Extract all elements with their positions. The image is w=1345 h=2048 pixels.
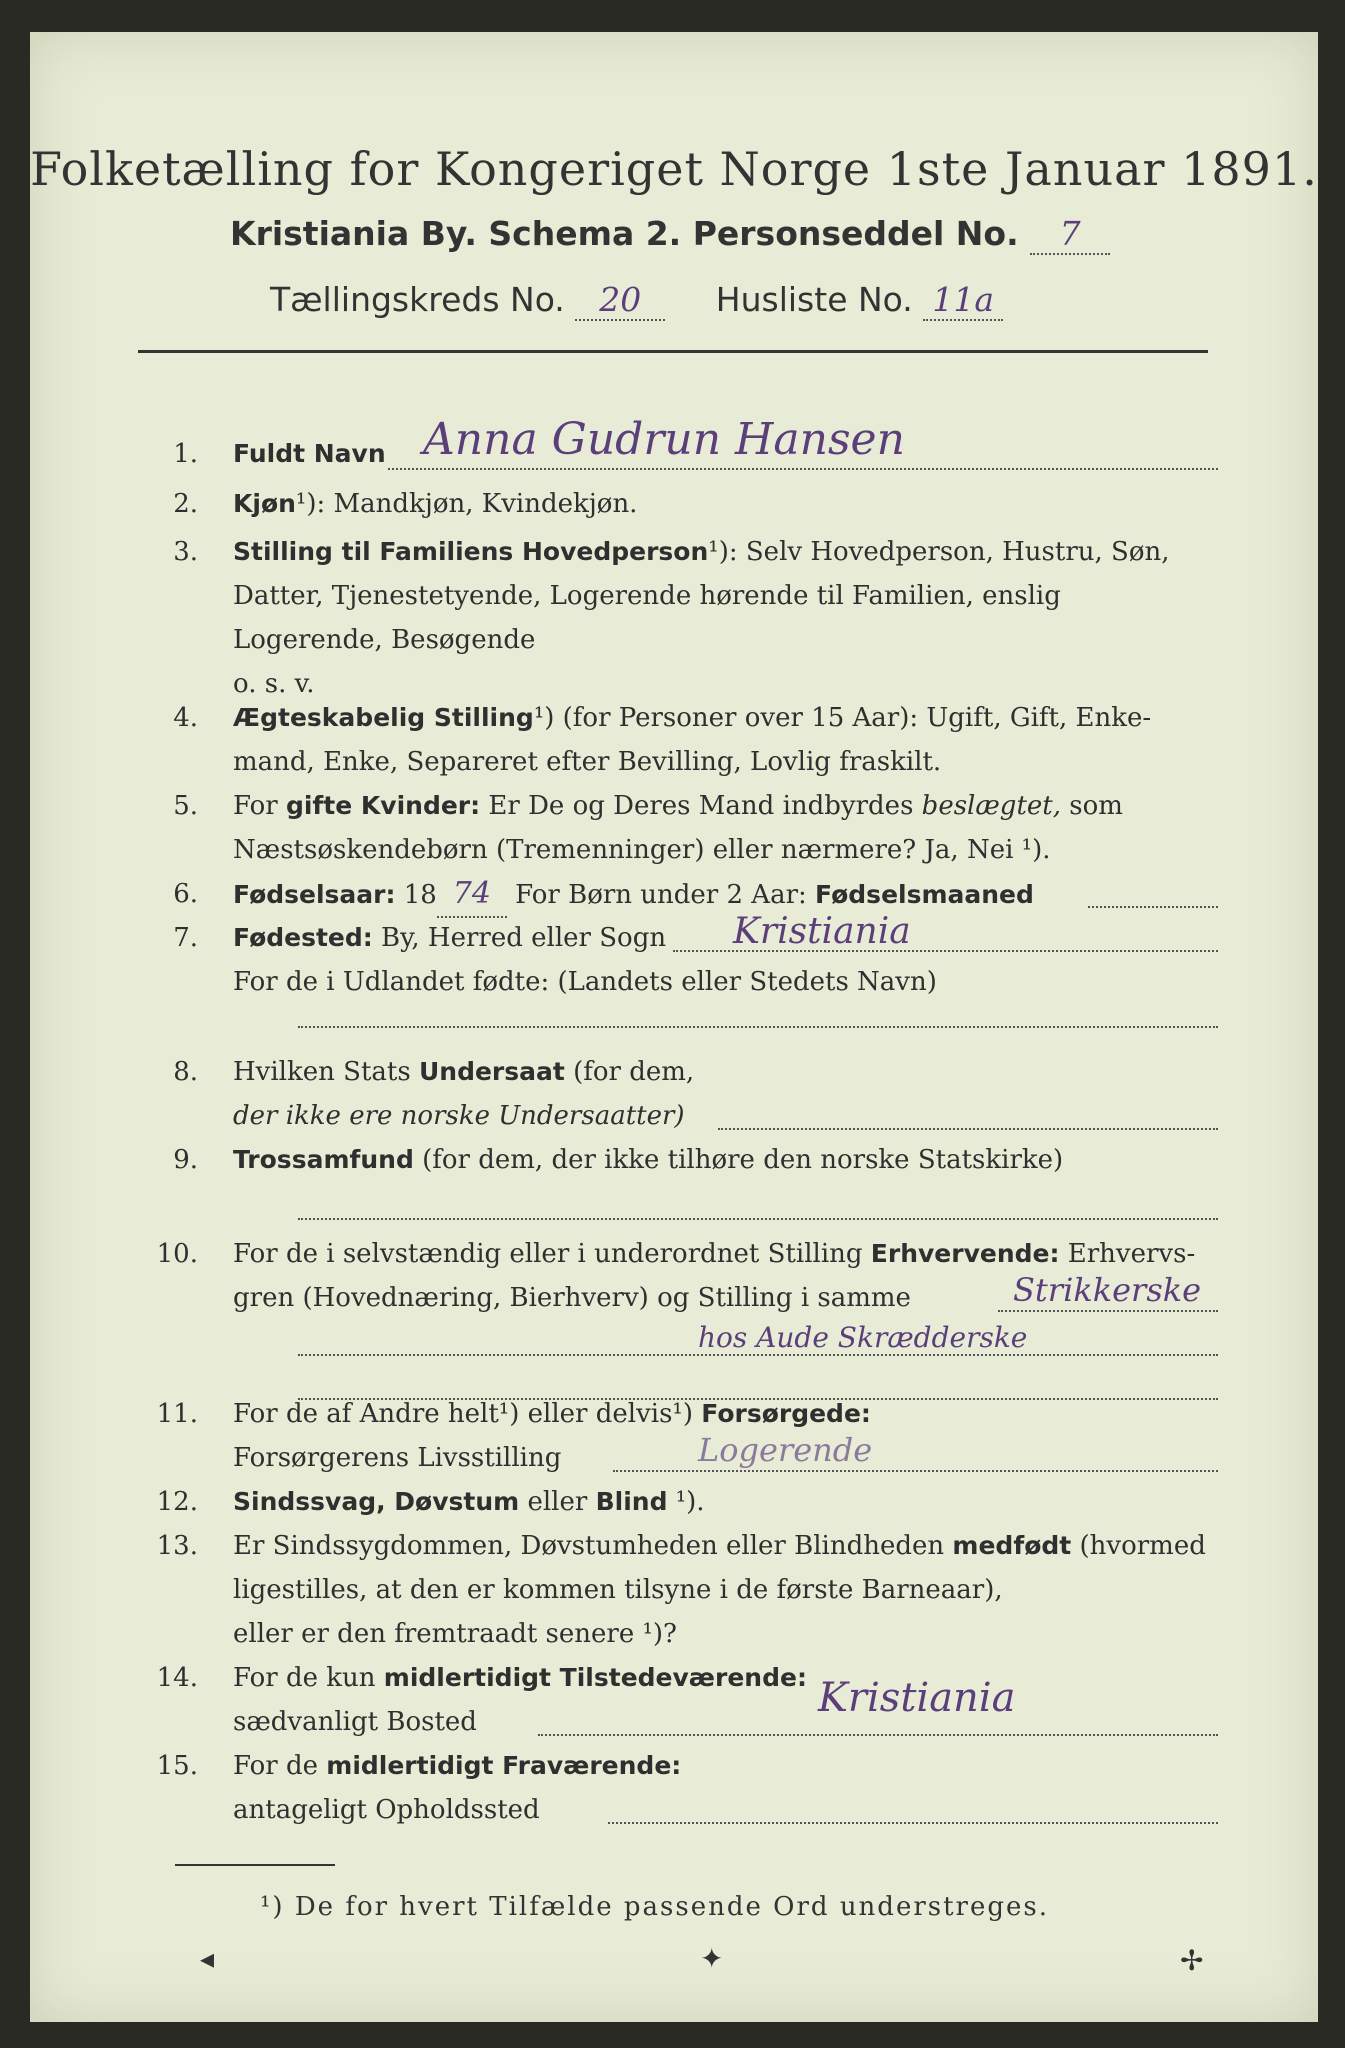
item-prefix: 18 — [395, 880, 437, 910]
dotted-line — [608, 1822, 1218, 1824]
item-label: Erhvervende: — [870, 1239, 1060, 1268]
dotted-line — [613, 1470, 1218, 1472]
item-text — [233, 916, 666, 960]
husliste-label: Husliste No. — [715, 280, 913, 319]
item-text — [233, 1480, 705, 1524]
item-label: Forsørgede: — [701, 1399, 871, 1428]
item-number: 7. — [173, 923, 198, 953]
item-question: Er De og Deres Mand indbyrdes — [480, 791, 922, 821]
item-label: midlertidigt Tilstedeværende: — [383, 1663, 807, 1692]
item-label: gifte Kvinder: — [285, 791, 481, 820]
item-suffix: ¹). — [667, 1487, 705, 1517]
dotted-line — [1088, 906, 1218, 908]
handwritten-occupation-2: hos Aude Skrædderske — [698, 1321, 1028, 1354]
item-number: 9. — [173, 1145, 198, 1175]
item-label: Fødselsaar: — [233, 880, 396, 909]
item-label: midlertidigt Fraværende: — [326, 1751, 682, 1780]
item-number: 13. — [156, 1531, 198, 1561]
item-label: Sindssvag, Døvstum — [233, 1487, 520, 1516]
item-options: ¹) (for Personer over 15 Aar): Ugift, Gift, Enke- — [533, 703, 1152, 733]
item-prefix: For de af Andre helt¹) eller delvis¹) — [233, 1399, 702, 1429]
dotted-line — [298, 1354, 1218, 1356]
header-rule — [138, 350, 1208, 353]
husliste-number: 11a — [923, 280, 1003, 321]
item-line-3: Logerende, Besøgende — [233, 625, 536, 655]
item-question: Er Sindssygdommen, Døvstumheden eller Blindheden — [233, 1531, 953, 1561]
item-label: Ægteskabelig Stilling — [233, 703, 534, 732]
item-label: Kjøn — [233, 489, 296, 518]
item-line-2: der ikke ere norske Undersaatter) — [233, 1101, 685, 1131]
item-line-2: ligestilles, at den er kommen tilsyne i de første Barneaar), — [233, 1575, 1003, 1605]
item-line-2: Datter, Tjenestetyende, Logerende hørende til Familien, enslig — [233, 581, 1061, 611]
item-text — [233, 1744, 681, 1788]
item-text — [233, 1656, 807, 1700]
item-text — [233, 432, 386, 476]
item-suffix: (hvormed — [1071, 1531, 1206, 1561]
item-prefix: For de i selvstændig eller i underordnet Stilling — [233, 1239, 871, 1269]
item-prefix: For de — [233, 1751, 327, 1781]
census-form — [30, 32, 1318, 2022]
item-question: (for dem, der ikke tilhøre den norske Statskirke) — [413, 1145, 1064, 1175]
subtitle-prefix: Kristiania By. Schema 2. Personseddel No. — [230, 214, 1019, 253]
handwritten-provider: Logerende — [698, 1431, 873, 1469]
item-label: Stilling til Familiens Hovedperson — [233, 537, 709, 566]
item-line-2: gren (Hovednæring, Bierhverv) og Stilling i samme — [233, 1283, 911, 1313]
handwritten-birth-year: 74 — [437, 872, 507, 918]
item-number: 8. — [173, 1057, 198, 1087]
item-prefix: Hvilken Stats — [233, 1057, 419, 1087]
item-options: ¹): Mandkjøn, Kvindekjøn. — [295, 489, 638, 519]
footnote-rule — [175, 1864, 335, 1866]
item-text — [233, 482, 637, 526]
item-label-2: Fødselsmaaned — [815, 880, 1034, 909]
item-number: 15. — [156, 1751, 198, 1781]
item-prefix: For — [233, 791, 286, 821]
dotted-line — [998, 1310, 1218, 1312]
item-question: (for dem, — [564, 1057, 695, 1087]
handwritten-residence: Kristiania — [818, 1675, 1016, 1721]
item-emphasis: beslægtet, — [921, 791, 1061, 821]
item-number: 6. — [173, 879, 198, 909]
item-suffix: Erhvervs- — [1059, 1239, 1196, 1269]
item-text — [233, 872, 1034, 918]
item-line-4: o. s. v. — [233, 669, 315, 699]
item-number: 1. — [173, 439, 198, 469]
registration-mark-icon: ✦ — [700, 1942, 724, 1975]
item-label: Trossamfund — [233, 1145, 414, 1174]
item-label: medfødt — [952, 1531, 1072, 1560]
item-text — [233, 1050, 694, 1094]
item-text — [233, 530, 1170, 574]
personseddel-number: 7 — [1030, 214, 1110, 255]
handwritten-name: Anna Gudrun Hansen — [423, 414, 905, 465]
footnote: ¹) De for hvert Tilfælde passende Ord understreges. — [260, 1892, 1050, 1922]
dotted-line — [718, 1128, 1218, 1130]
item-label: Fødested: — [233, 923, 373, 952]
item-number: 3. — [173, 537, 198, 567]
item-line-2: Næstsøskendebørn (Tremenninger) eller nærmere? Ja, Nei ¹). — [233, 835, 1051, 865]
item-number: 14. — [156, 1663, 198, 1693]
item-label-2: Blind — [595, 1487, 668, 1516]
handwritten-occupation: Strikkerske — [1013, 1271, 1202, 1309]
item-options: ¹): Selv Hovedperson, Hustru, Søn, — [708, 537, 1170, 567]
item-question: For Børn under 2 Aar: — [506, 880, 816, 910]
item-line-2: mand, Enke, Separeret efter Bevilling, Lovlig fraskilt. — [233, 747, 942, 777]
handwritten-birthplace: Kristiania — [733, 911, 911, 952]
item-question: By, Herred eller Sogn — [372, 923, 667, 953]
item-label: Undersaat — [418, 1057, 565, 1086]
dotted-line — [298, 1026, 1218, 1028]
item-number: 2. — [173, 489, 198, 519]
item-text — [233, 1524, 1206, 1568]
item-text — [233, 696, 1151, 740]
item-line-3: eller er den fremtraadt senere ¹)? — [233, 1619, 677, 1649]
item-connector: eller — [519, 1487, 596, 1517]
item-number: 12. — [156, 1487, 198, 1517]
item-prefix: For de kun — [233, 1663, 384, 1693]
item-line-2: sædvanligt Bosted — [233, 1707, 477, 1737]
item-number: 11. — [156, 1399, 198, 1429]
dotted-line — [388, 468, 1218, 470]
item-line-2: Forsørgerens Livsstilling — [233, 1443, 562, 1473]
kreds-label: Tællingskreds No. — [270, 280, 565, 319]
item-label: Fuldt Navn — [233, 439, 386, 468]
dotted-line — [673, 950, 1218, 952]
item-suffix: som — [1061, 791, 1123, 821]
item-number: 4. — [173, 703, 198, 733]
item-line-2: antageligt Opholdssted — [233, 1795, 540, 1825]
kreds-number: 20 — [575, 280, 665, 321]
dotted-line — [298, 1218, 1218, 1220]
item-text — [233, 1138, 1063, 1182]
registration-mark-icon: ✢ — [1180, 1944, 1204, 1977]
item-number: 10. — [156, 1239, 198, 1269]
item-number: 5. — [173, 791, 198, 821]
item-line-2: For de i Udlandet fødte: (Landets eller Stedets Navn) — [233, 967, 937, 997]
form-subtitle — [230, 214, 1110, 255]
item-text — [233, 784, 1123, 828]
district-line — [270, 280, 1003, 321]
form-title: Folketælling for Kongeriget Norge 1ste Januar 1891. — [30, 142, 1318, 196]
dotted-line — [538, 1734, 1218, 1736]
registration-mark-icon: ◂ — [200, 1942, 215, 1975]
